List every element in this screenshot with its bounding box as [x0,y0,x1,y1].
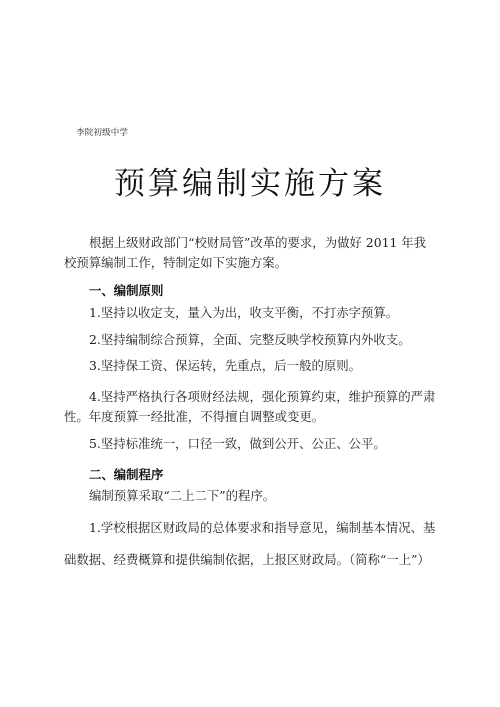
section-heading-principles: 一、编制原则 [89,283,164,298]
principle-item-4: 4.坚持严格执行各项财经法规，强化预算约束，维护预算的严肃性。年度预算一经批准，不得擅自调整或变更。 [64,389,436,424]
principle-item-5: 5.坚持标准统一，口径一致，做到公开、公正、公平。 [89,436,386,451]
principle-item-3: 3.坚持保工资、保运转，先重点，后一般的原则。 [89,358,362,373]
section-heading-procedure: 二、编制程序 [89,467,164,482]
document-title: 预算编制实施方案 [114,166,386,202]
principle-item-2: 2.坚持编制综合预算，全面、完整反映学校预算内外收支。 [89,332,411,347]
principle-item-1: 1.坚持以收定支，量入为出，收支平衡，不打赤字预算。 [89,305,399,320]
school-name: 李院初级中学 [76,128,129,138]
procedure-item-1: 1.学校根据区财政局的总体要求和指导意见，编制基本情况、基础数据、经费概算和提供编制依据，上报区财政局。（简称“一上”） [64,520,436,567]
procedure-intro: 编制预算采取“二上二下”的程序。 [89,488,276,503]
intro-paragraph: 根据上级财政部门“校财局管”改革的要求，为做好 2011 年我校预算编制工作，特制定如下实施方案。 [64,235,427,270]
